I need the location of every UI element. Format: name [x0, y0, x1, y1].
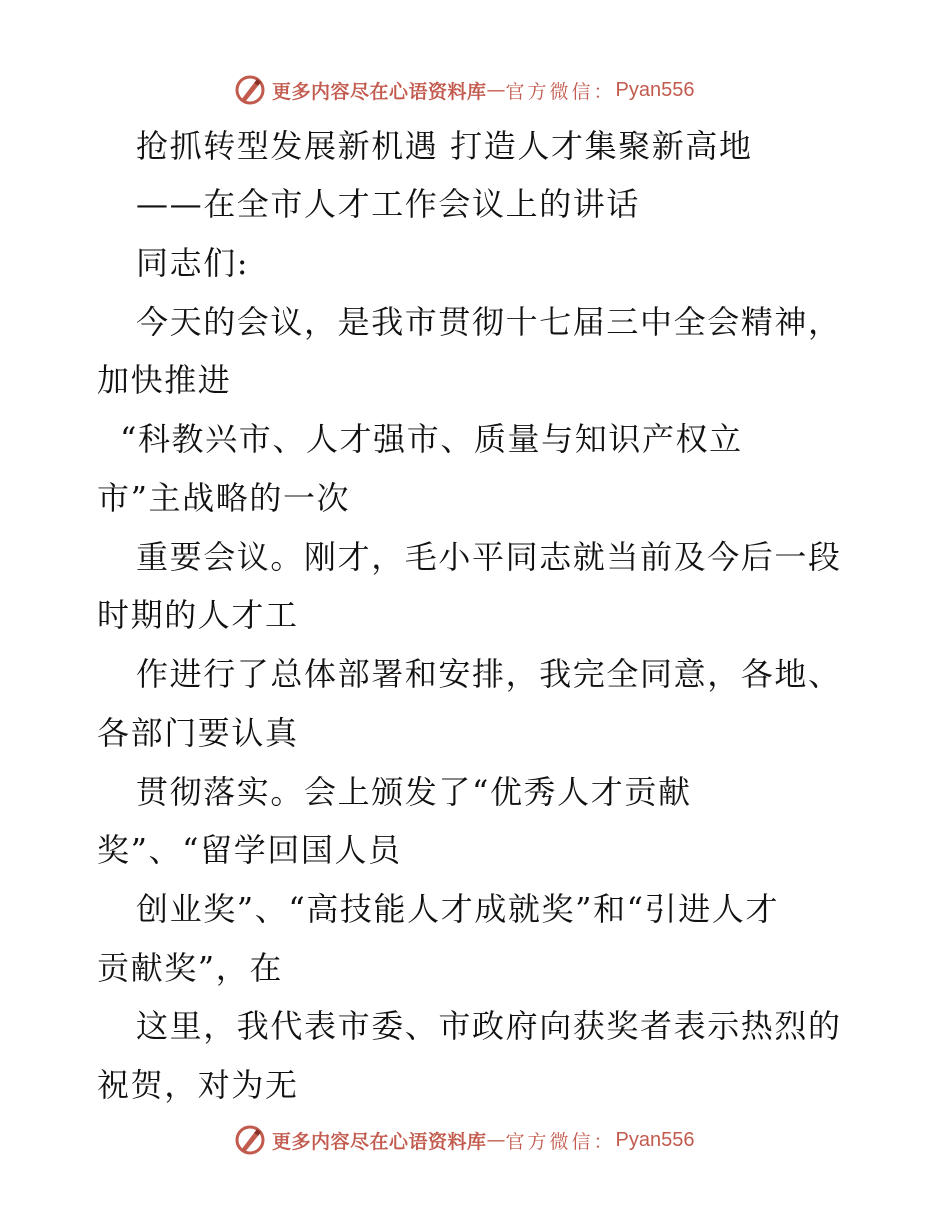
text-line: 重要会议。刚才，毛小平同志就当前及今后一段 — [136, 538, 842, 576]
pen-logo-icon — [234, 74, 266, 106]
footer-banner — [234, 1122, 695, 1158]
pen-logo-icon — [234, 1124, 266, 1156]
text-line: 同志们: — [136, 244, 250, 282]
text-line: 今天的会议，是我市贯彻十七届三中全会精神， — [136, 303, 842, 341]
footer-banner-dash: — — [486, 1129, 506, 1151]
text-line: 祝贺，对为无 — [97, 1066, 299, 1104]
document-title: 抢抓转型发展新机遇 打造人才集聚新高地 — [136, 127, 753, 165]
document-subtitle: ——在全市人才工作会议上的讲话 — [136, 185, 641, 223]
text-line: 时期的人才工 — [97, 596, 299, 634]
text-line: 贡献奖”，在 — [97, 949, 283, 987]
header-banner-text: 更多内容尽在心语资料库 — [272, 80, 487, 103]
text-line: 市”主战略的一次 — [97, 479, 351, 517]
footer-banner-wechat-id: Pyan556 — [615, 1128, 695, 1151]
text-line: “科教兴市、人才强市、质量与知识产权立 — [120, 420, 743, 458]
footer-banner-text: 更多内容尽在心语资料库 — [272, 1130, 487, 1153]
text-line: 各部门要认真 — [97, 714, 299, 752]
footer-banner-wechat-label: 官方微信： — [505, 1130, 616, 1153]
text-line: 奖”、“留学回国人员 — [97, 831, 402, 869]
text-line: 加快推进 — [97, 361, 232, 399]
header-banner-wechat-label: 官方微信： — [505, 80, 616, 103]
text-line: 创业奖”、“高技能人才成就奖”和“引进人才 — [136, 890, 780, 928]
header-banner-dash: — — [486, 79, 506, 101]
header-banner — [234, 72, 695, 108]
text-line: 作进行了总体部署和安排，我完全同意，各地、 — [136, 655, 842, 693]
text-line: 这里，我代表市委、市政府向获奖者表示热烈的 — [136, 1007, 842, 1045]
text-line: 贯彻落实。会上颁发了“优秀人才贡献 — [136, 773, 692, 811]
header-banner-wechat-id: Pyan556 — [615, 78, 695, 101]
